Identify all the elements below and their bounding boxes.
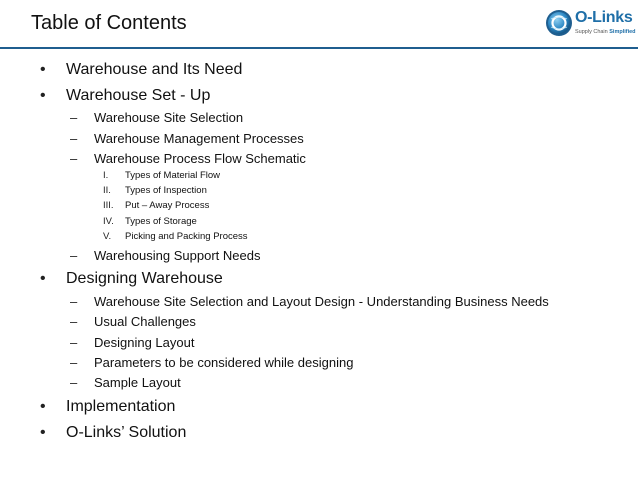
logo-tagline-prefix: Supply Chain [575, 29, 610, 35]
page-title: Table of Contents [31, 12, 187, 34]
toc-subsubitem-text: Types of Material Flow [125, 170, 221, 181]
toc-subitem-text: Sample Layout [94, 375, 181, 390]
dash-marker: – [70, 131, 78, 146]
bullet-marker: • [40, 87, 46, 104]
toc-subsubitem-text: Picking and Packing Process [125, 231, 248, 242]
toc-item-text: O-Links’ Solution [66, 424, 187, 441]
toc-item-text: Implementation [66, 398, 176, 415]
toc-subitem-text: Warehouse Site Selection and Layout Design - Understanding Business Needs [94, 294, 549, 309]
roman-marker: I. [103, 170, 109, 181]
dash-marker: – [70, 355, 78, 370]
bullet-marker: • [40, 398, 46, 415]
toc-subitem-text: Warehouse Process Flow Schematic [94, 151, 306, 166]
roman-marker: IV. [103, 216, 114, 227]
logo-name: O-Links [575, 9, 633, 26]
toc-subsubitem-text: Put – Away Process [125, 200, 210, 211]
toc-subsubitem-text: Types of Storage [125, 216, 197, 227]
toc-item-text: Warehouse and Its Need [66, 61, 243, 78]
toc-item-text: Designing Warehouse [66, 270, 223, 287]
toc-subitem-text: Designing Layout [94, 335, 195, 350]
logo-tagline-emphasis: Simplified [609, 29, 636, 35]
dash-marker: – [70, 294, 78, 309]
toc-subitem-text: Usual Challenges [94, 314, 196, 329]
roman-marker: V. [103, 231, 112, 242]
dash-marker: – [70, 248, 78, 263]
toc-subitem-text: Warehouse Management Processes [94, 131, 304, 146]
toc-subitem-text: Parameters to be considered while designing [94, 355, 354, 370]
bullet-marker: • [40, 424, 46, 441]
dash-marker: – [70, 110, 78, 125]
roman-marker: II. [103, 185, 111, 196]
bullet-marker: • [40, 270, 46, 287]
dash-marker: – [70, 335, 78, 350]
roman-marker: III. [103, 200, 114, 211]
toc-subitem-text: Warehousing Support Needs [94, 248, 261, 263]
toc-item-text: Warehouse Set - Up [66, 87, 211, 104]
toc-subsubitem-text: Types of Inspection [125, 185, 207, 196]
dash-marker: – [70, 151, 78, 166]
dash-marker: – [70, 314, 78, 329]
dash-marker: – [70, 375, 78, 390]
bullet-marker: • [40, 61, 46, 78]
toc-subitem-text: Warehouse Site Selection [94, 110, 244, 125]
